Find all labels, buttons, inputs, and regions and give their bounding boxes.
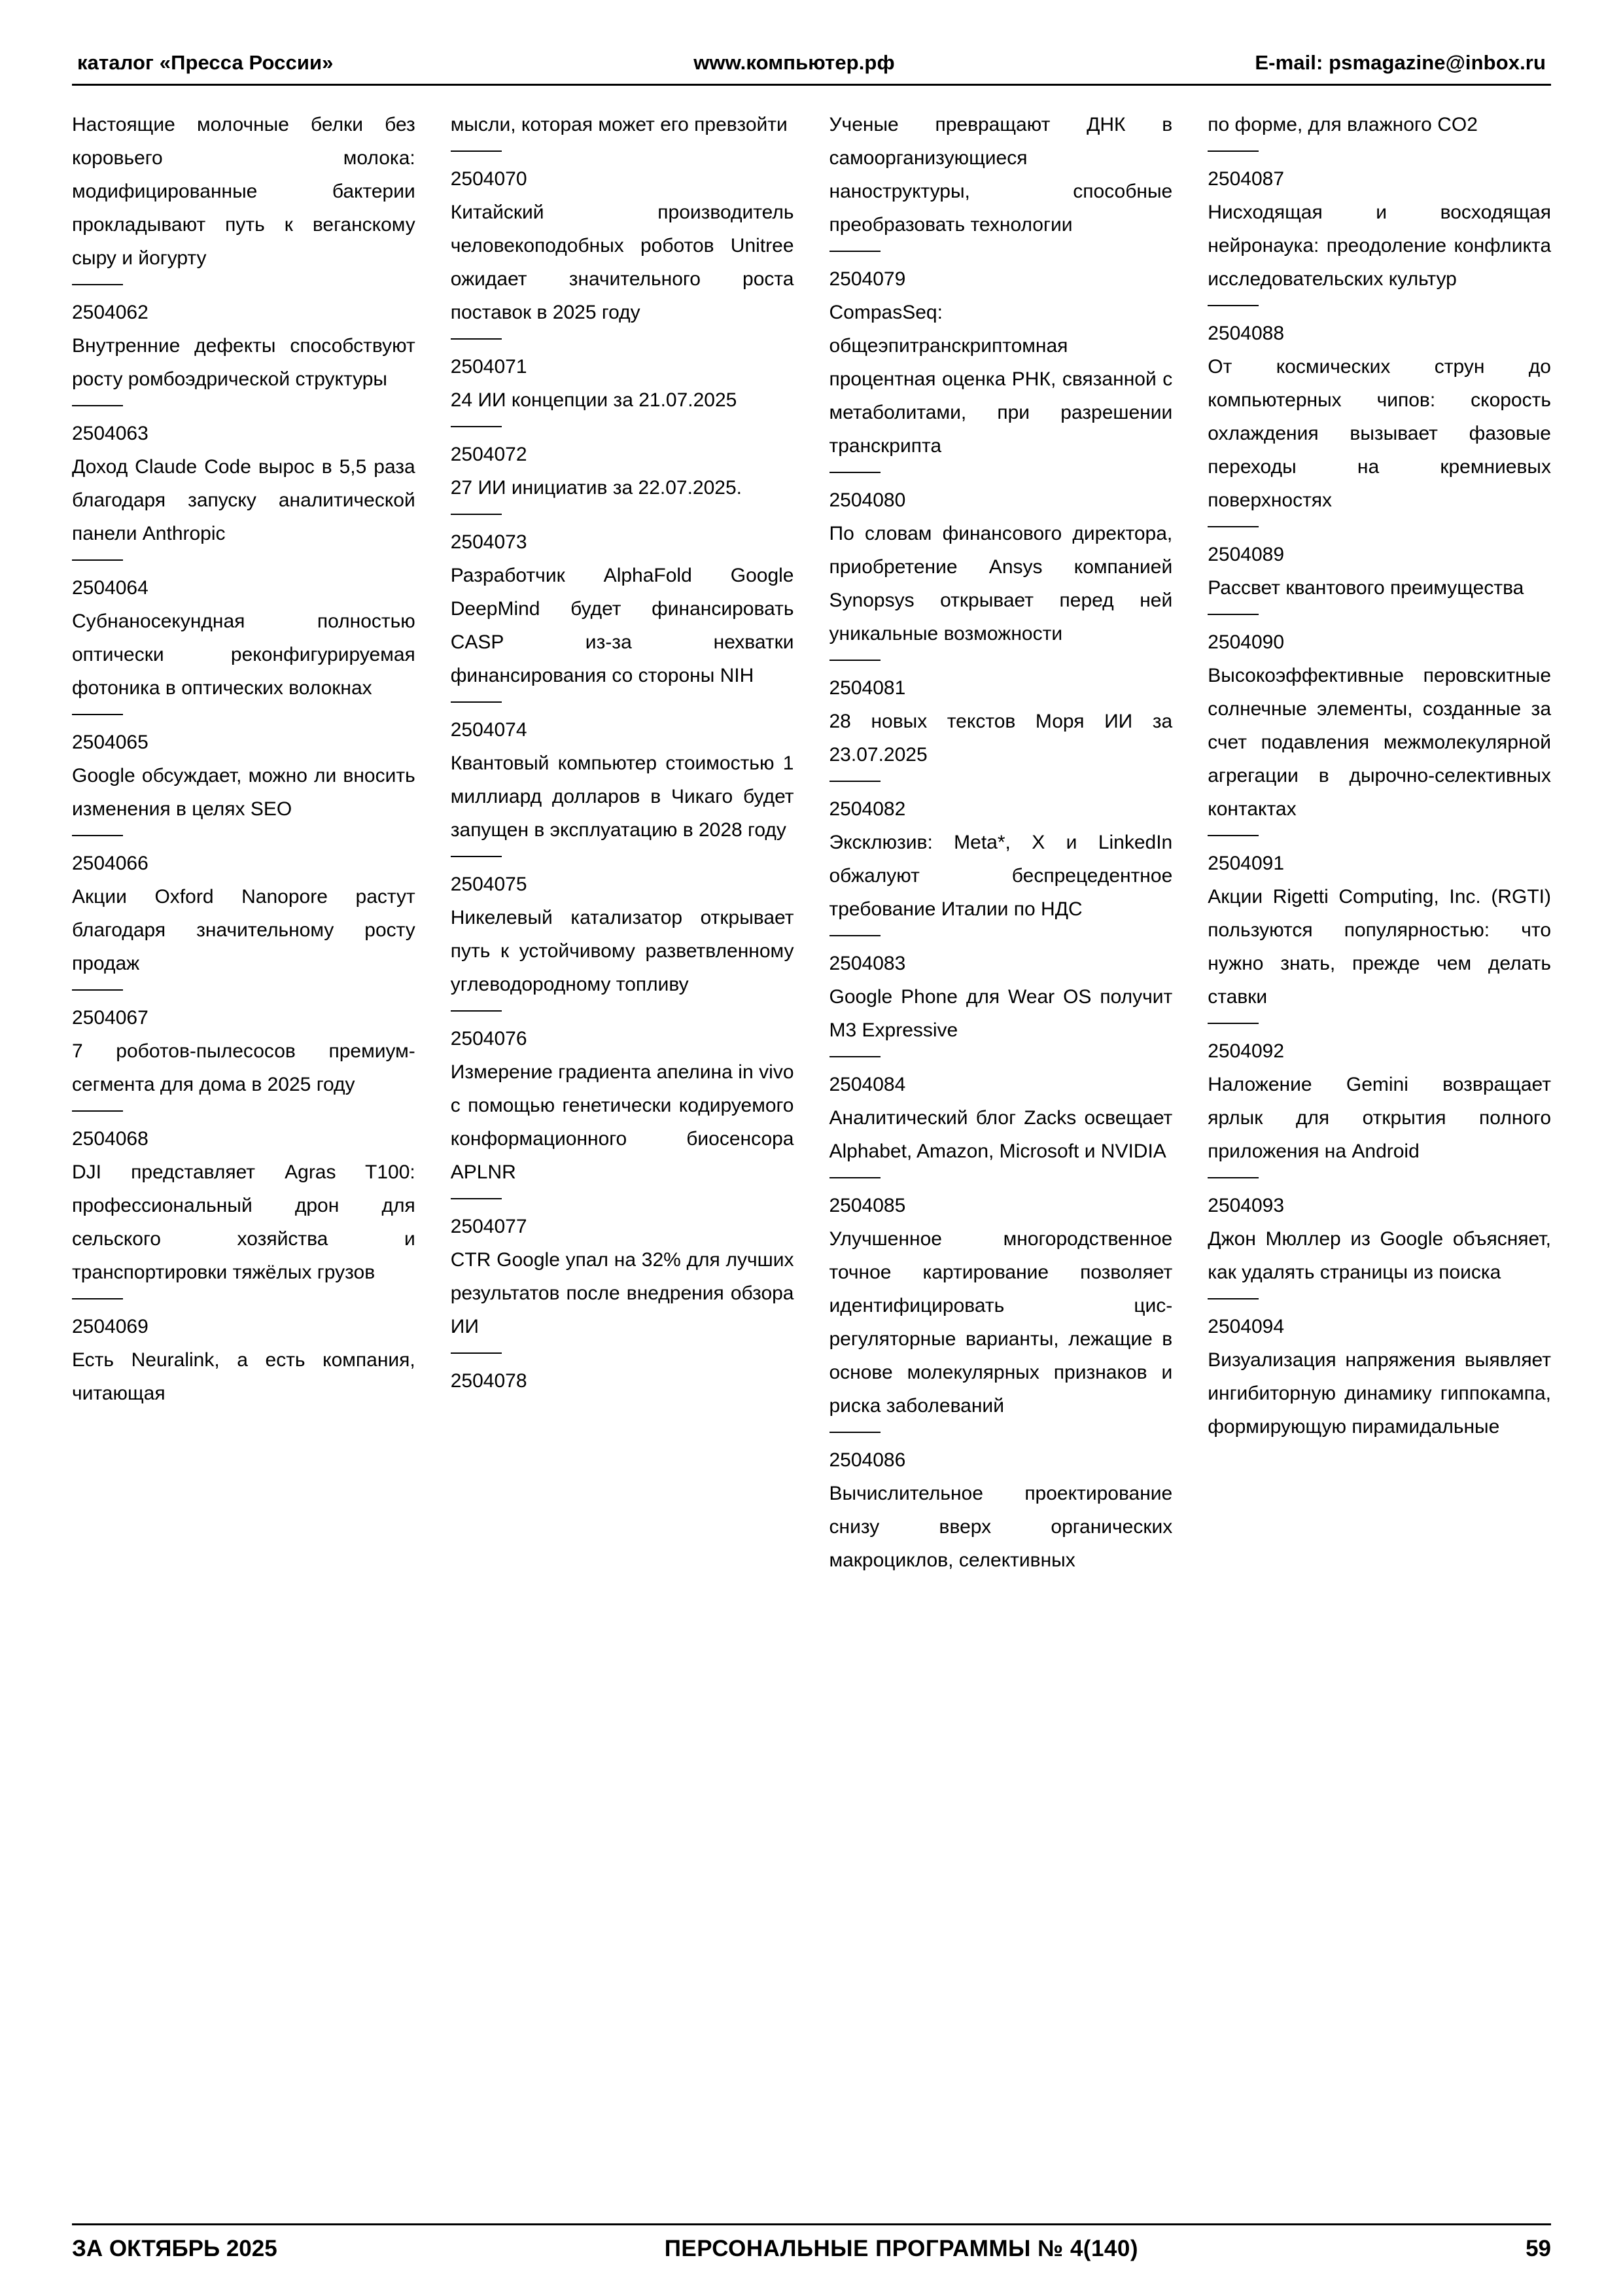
entry-title: Рассвет квантового преимущества	[1208, 577, 1524, 599]
catalog-entry	[451, 150, 794, 329]
entry-code: 2504066	[72, 853, 148, 874]
entry-title: Никелевый катализатор открывает путь к устойчивому разветвленному углеводородному топливу	[450, 907, 794, 995]
catalog-entry	[1208, 1023, 1551, 1168]
footer-issue-month: ЗА ОКТЯБРЬ 2025	[72, 2236, 277, 2261]
entry-title: Доход Claude Code вырос в 5,5 раза благодаря запуску аналитической панели Anthropic	[72, 456, 415, 544]
catalog-entry	[72, 405, 415, 550]
entry-title: Google Phone для Wear OS получит M3 Expressive	[829, 986, 1173, 1041]
page-header	[72, 51, 1551, 86]
catalog-entry	[1208, 108, 1551, 141]
entry-separator-rule	[1208, 614, 1259, 615]
catalog-entry	[1208, 614, 1551, 826]
header-catalog-label: каталог «Пресса России»	[77, 51, 334, 74]
catalog-entry	[451, 1198, 794, 1343]
entry-separator-rule	[72, 1110, 123, 1112]
entry-separator-rule	[451, 426, 502, 427]
catalog-entry	[451, 1352, 794, 1398]
entry-separator-rule	[1208, 835, 1259, 836]
entry-separator-rule	[829, 781, 881, 782]
catalog-entry	[1208, 1177, 1551, 1289]
entry-code: 2504072	[450, 444, 527, 465]
catalog-entry	[829, 108, 1173, 241]
entry-separator-rule	[72, 405, 123, 406]
entry-code: 2504081	[829, 677, 906, 699]
entry-code: 2504077	[450, 1216, 527, 1237]
catalog-entry	[829, 1056, 1173, 1168]
entry-title: 27 ИИ инициатив за 22.07.2025.	[450, 477, 742, 499]
catalog-entry	[829, 935, 1173, 1047]
entry-title: Измерение градиента апелина in vivo с помощью генетически кодируемого конформационного биосенсора APLNR	[450, 1061, 794, 1183]
entry-separator-rule	[1208, 150, 1259, 152]
entry-title: Внутренние дефекты способствуют росту ромбоэдрической структуры	[72, 335, 415, 390]
entry-separator-rule	[72, 835, 123, 836]
entry-title: по форме, для влажного CO2	[1208, 114, 1478, 135]
entry-code: 2504075	[450, 874, 527, 895]
entry-code: 2504082	[829, 798, 906, 820]
entry-title: Высокоэффективные перовскитные солнечные элементы, созданные за счет подавления межмолекулярной агрегации в дырочно-селективных контактах	[1208, 665, 1551, 820]
entry-title: Настоящие молочные белки без коровьего молока: модифицированные бактерии прокладывают путь к веганскому сыру и йогурту	[72, 114, 415, 269]
catalog-entry	[1208, 150, 1551, 296]
entry-separator-rule	[829, 1432, 881, 1433]
footer-page-number: 59	[1526, 2236, 1551, 2261]
catalog-entry	[72, 284, 415, 396]
entry-separator-rule	[829, 1177, 881, 1178]
entry-separator-rule	[451, 1198, 502, 1199]
catalog-entry	[72, 835, 415, 980]
entry-code: 2504071	[450, 356, 527, 378]
entry-code: 2504086	[829, 1449, 906, 1471]
entry-code: 2504079	[829, 268, 906, 290]
entry-title: CompasSeq: общеэпитранскриптомная процентная оценка РНК, связанной с метаболитами, при разрешении транскрипта	[829, 302, 1173, 457]
entry-title: От космических струн до компьютерных чипов: скорость охлаждения вызывает фазовые переходы на кремниевых поверхностях	[1208, 356, 1551, 511]
entry-separator-rule	[451, 150, 502, 152]
entry-code: 2504064	[72, 577, 148, 599]
entry-separator-rule	[72, 989, 123, 991]
entry-separator-rule	[829, 472, 881, 473]
entry-title: Улучшенное многородственное точное картирование позволяет идентифицировать цис-регуляторные варианты, лежащие в основе молекулярных признаков и риска заболеваний	[829, 1228, 1173, 1417]
entry-title: 28 новых текстов Моря ИИ за 23.07.2025	[829, 711, 1173, 766]
footer-section-name: ПЕРСОНАЛЬНЫЕ ПРОГРАММЫ № 4(140)	[664, 2236, 1139, 2261]
entry-code: 2504068	[72, 1128, 148, 1150]
catalog-entry	[1208, 305, 1551, 517]
catalog-entry	[829, 251, 1173, 463]
header-website-url: www.компьютер.рф	[693, 51, 895, 74]
entry-code: 2504084	[829, 1074, 906, 1095]
entry-code: 2504080	[829, 489, 906, 511]
catalog-entry	[451, 108, 794, 141]
catalog-entry	[451, 1010, 794, 1189]
entry-separator-rule	[72, 1298, 123, 1299]
catalog-entry	[451, 338, 794, 417]
entry-code: 2504069	[72, 1316, 148, 1337]
entry-title: Наложение Gemini возвращает ярлык для открытия полного приложения на Android	[1208, 1074, 1551, 1162]
catalog-entry	[1208, 835, 1551, 1014]
article-columns	[72, 108, 1551, 2172]
catalog-entry	[829, 781, 1173, 926]
entry-title: мысли, которая может его превзойти	[450, 114, 788, 135]
entry-title: Google обсуждает, можно ли вносить изменения в целях SEO	[72, 765, 415, 820]
catalog-entry	[72, 1110, 415, 1289]
entry-title: Есть Neuralink, а есть компания, читающая	[72, 1349, 415, 1404]
entry-separator-rule	[829, 660, 881, 661]
entry-separator-rule	[1208, 1298, 1259, 1299]
header-email: E-mail: psmagazine@inbox.ru	[1255, 51, 1546, 74]
entry-title: Разработчик AlphaFold Google DeepMind будет финансировать CASP из-за нехватки финансирования со стороны NIH	[450, 565, 794, 686]
entry-separator-rule	[829, 251, 881, 252]
catalog-entry	[829, 1432, 1173, 1577]
catalog-entry	[829, 472, 1173, 650]
entry-title: Нисходящая и восходящая нейронаука: преодоление конфликта исследовательских культур	[1208, 202, 1551, 290]
catalog-entry	[72, 989, 415, 1101]
entry-separator-rule	[451, 701, 502, 703]
entry-separator-rule	[451, 1010, 502, 1012]
entry-title: По словам финансового директора, приобретение Ansys компанией Synopsys открывает перед ней уникальные возможности	[829, 523, 1173, 645]
column-4	[1208, 108, 1551, 2172]
entry-code: 2504087	[1208, 168, 1285, 190]
entry-code: 2504074	[450, 719, 527, 741]
entry-code: 2504062	[72, 302, 148, 323]
entry-separator-rule	[72, 714, 123, 715]
column-3	[829, 108, 1173, 2172]
entry-title: Китайский производитель человекоподобных роботов Unitree ожидает значительного роста поставок в 2025 году	[450, 202, 794, 323]
entry-title: CTR Google упал на 32% для лучших результатов после внедрения обзора ИИ	[450, 1249, 794, 1337]
page-footer	[72, 2223, 1551, 2262]
catalog-entry	[72, 108, 415, 275]
entry-code: 2504073	[450, 531, 527, 553]
entry-separator-rule	[451, 856, 502, 857]
entry-separator-rule	[451, 514, 502, 515]
entry-separator-rule	[1208, 305, 1259, 306]
entry-title: Эксклюзив: Meta*, X и LinkedIn обжалуют беспрецедентное требование Италии по НДС	[829, 832, 1173, 920]
entry-title: Ученые превращают ДНК в самоорганизующиеся наноструктуры, способные преобразовать технологии	[829, 114, 1173, 236]
entry-code: 2504078	[450, 1370, 527, 1392]
entry-separator-rule	[72, 559, 123, 561]
entry-separator-rule	[1208, 1023, 1259, 1024]
entry-separator-rule	[72, 284, 123, 285]
entry-code: 2504091	[1208, 853, 1285, 874]
entry-separator-rule	[451, 1352, 502, 1354]
catalog-entry	[1208, 526, 1551, 605]
entry-title: Квантовый компьютер стоимостью 1 миллиард долларов в Чикаго будет запущен в эксплуатацию в 2028 году	[450, 752, 794, 841]
catalog-entry	[72, 1298, 415, 1410]
catalog-entry	[451, 514, 794, 692]
entry-title: Акции Oxford Nanopore растут благодаря значительному росту продаж	[72, 886, 415, 974]
catalog-entry	[72, 559, 415, 705]
entry-code: 2504089	[1208, 544, 1285, 565]
catalog-entry	[1208, 1298, 1551, 1443]
catalog-entry	[829, 660, 1173, 771]
catalog-entry	[451, 426, 794, 504]
entry-separator-rule	[829, 935, 881, 936]
entry-title: 7 роботов-пылесосов премиум-сегмента для дома в 2025 году	[72, 1040, 415, 1095]
entry-code: 2504063	[72, 423, 148, 444]
entry-code: 2504088	[1208, 323, 1285, 344]
catalog-entry	[72, 714, 415, 826]
column-1	[72, 108, 415, 2172]
entry-title: Вычислительное проектирование снизу вверх органических макроциклов, селективных	[829, 1483, 1173, 1571]
entry-separator-rule	[1208, 526, 1259, 527]
entry-code: 2504090	[1208, 631, 1285, 653]
entry-separator-rule	[829, 1056, 881, 1057]
catalog-entry	[451, 856, 794, 1001]
entry-separator-rule	[1208, 1177, 1259, 1178]
entry-code: 2504083	[829, 953, 906, 974]
entry-code: 2504070	[450, 168, 527, 190]
entry-title: DJI представляет Agras T100: профессиональный дрон для сельского хозяйства и транспортировки тяжёлых грузов	[72, 1161, 415, 1283]
entry-title: Визуализация напряжения выявляет ингибиторную динамику гиппокампа, формирующую пирамидальные	[1208, 1349, 1551, 1438]
entry-code: 2504065	[72, 732, 148, 753]
entry-code: 2504067	[72, 1007, 148, 1029]
entry-title: 24 ИИ концепции за 21.07.2025	[450, 389, 737, 411]
entry-code: 2504085	[829, 1195, 906, 1216]
entry-title: Аналитический блог Zacks освещает Alphabet, Amazon, Microsoft и NVIDIA	[829, 1107, 1173, 1162]
entry-title: Акции Rigetti Computing, Inc. (RGTI) пользуются популярностью: что нужно знать, прежде чем делать ставки	[1208, 886, 1551, 1008]
entry-title: Джон Мюллер из Google объясняет, как удалять страницы из поиска	[1208, 1228, 1551, 1283]
catalog-entry	[451, 701, 794, 847]
entry-code: 2504093	[1208, 1195, 1285, 1216]
entry-separator-rule	[451, 338, 502, 340]
entry-title: Субнаносекундная полностью оптически реконфигурируемая фотоника в оптических волокнах	[72, 610, 415, 699]
entry-code: 2504076	[450, 1028, 527, 1050]
catalog-entry	[829, 1177, 1173, 1422]
column-2	[451, 108, 794, 2172]
entry-code: 2504094	[1208, 1316, 1285, 1337]
entry-code: 2504092	[1208, 1040, 1285, 1062]
